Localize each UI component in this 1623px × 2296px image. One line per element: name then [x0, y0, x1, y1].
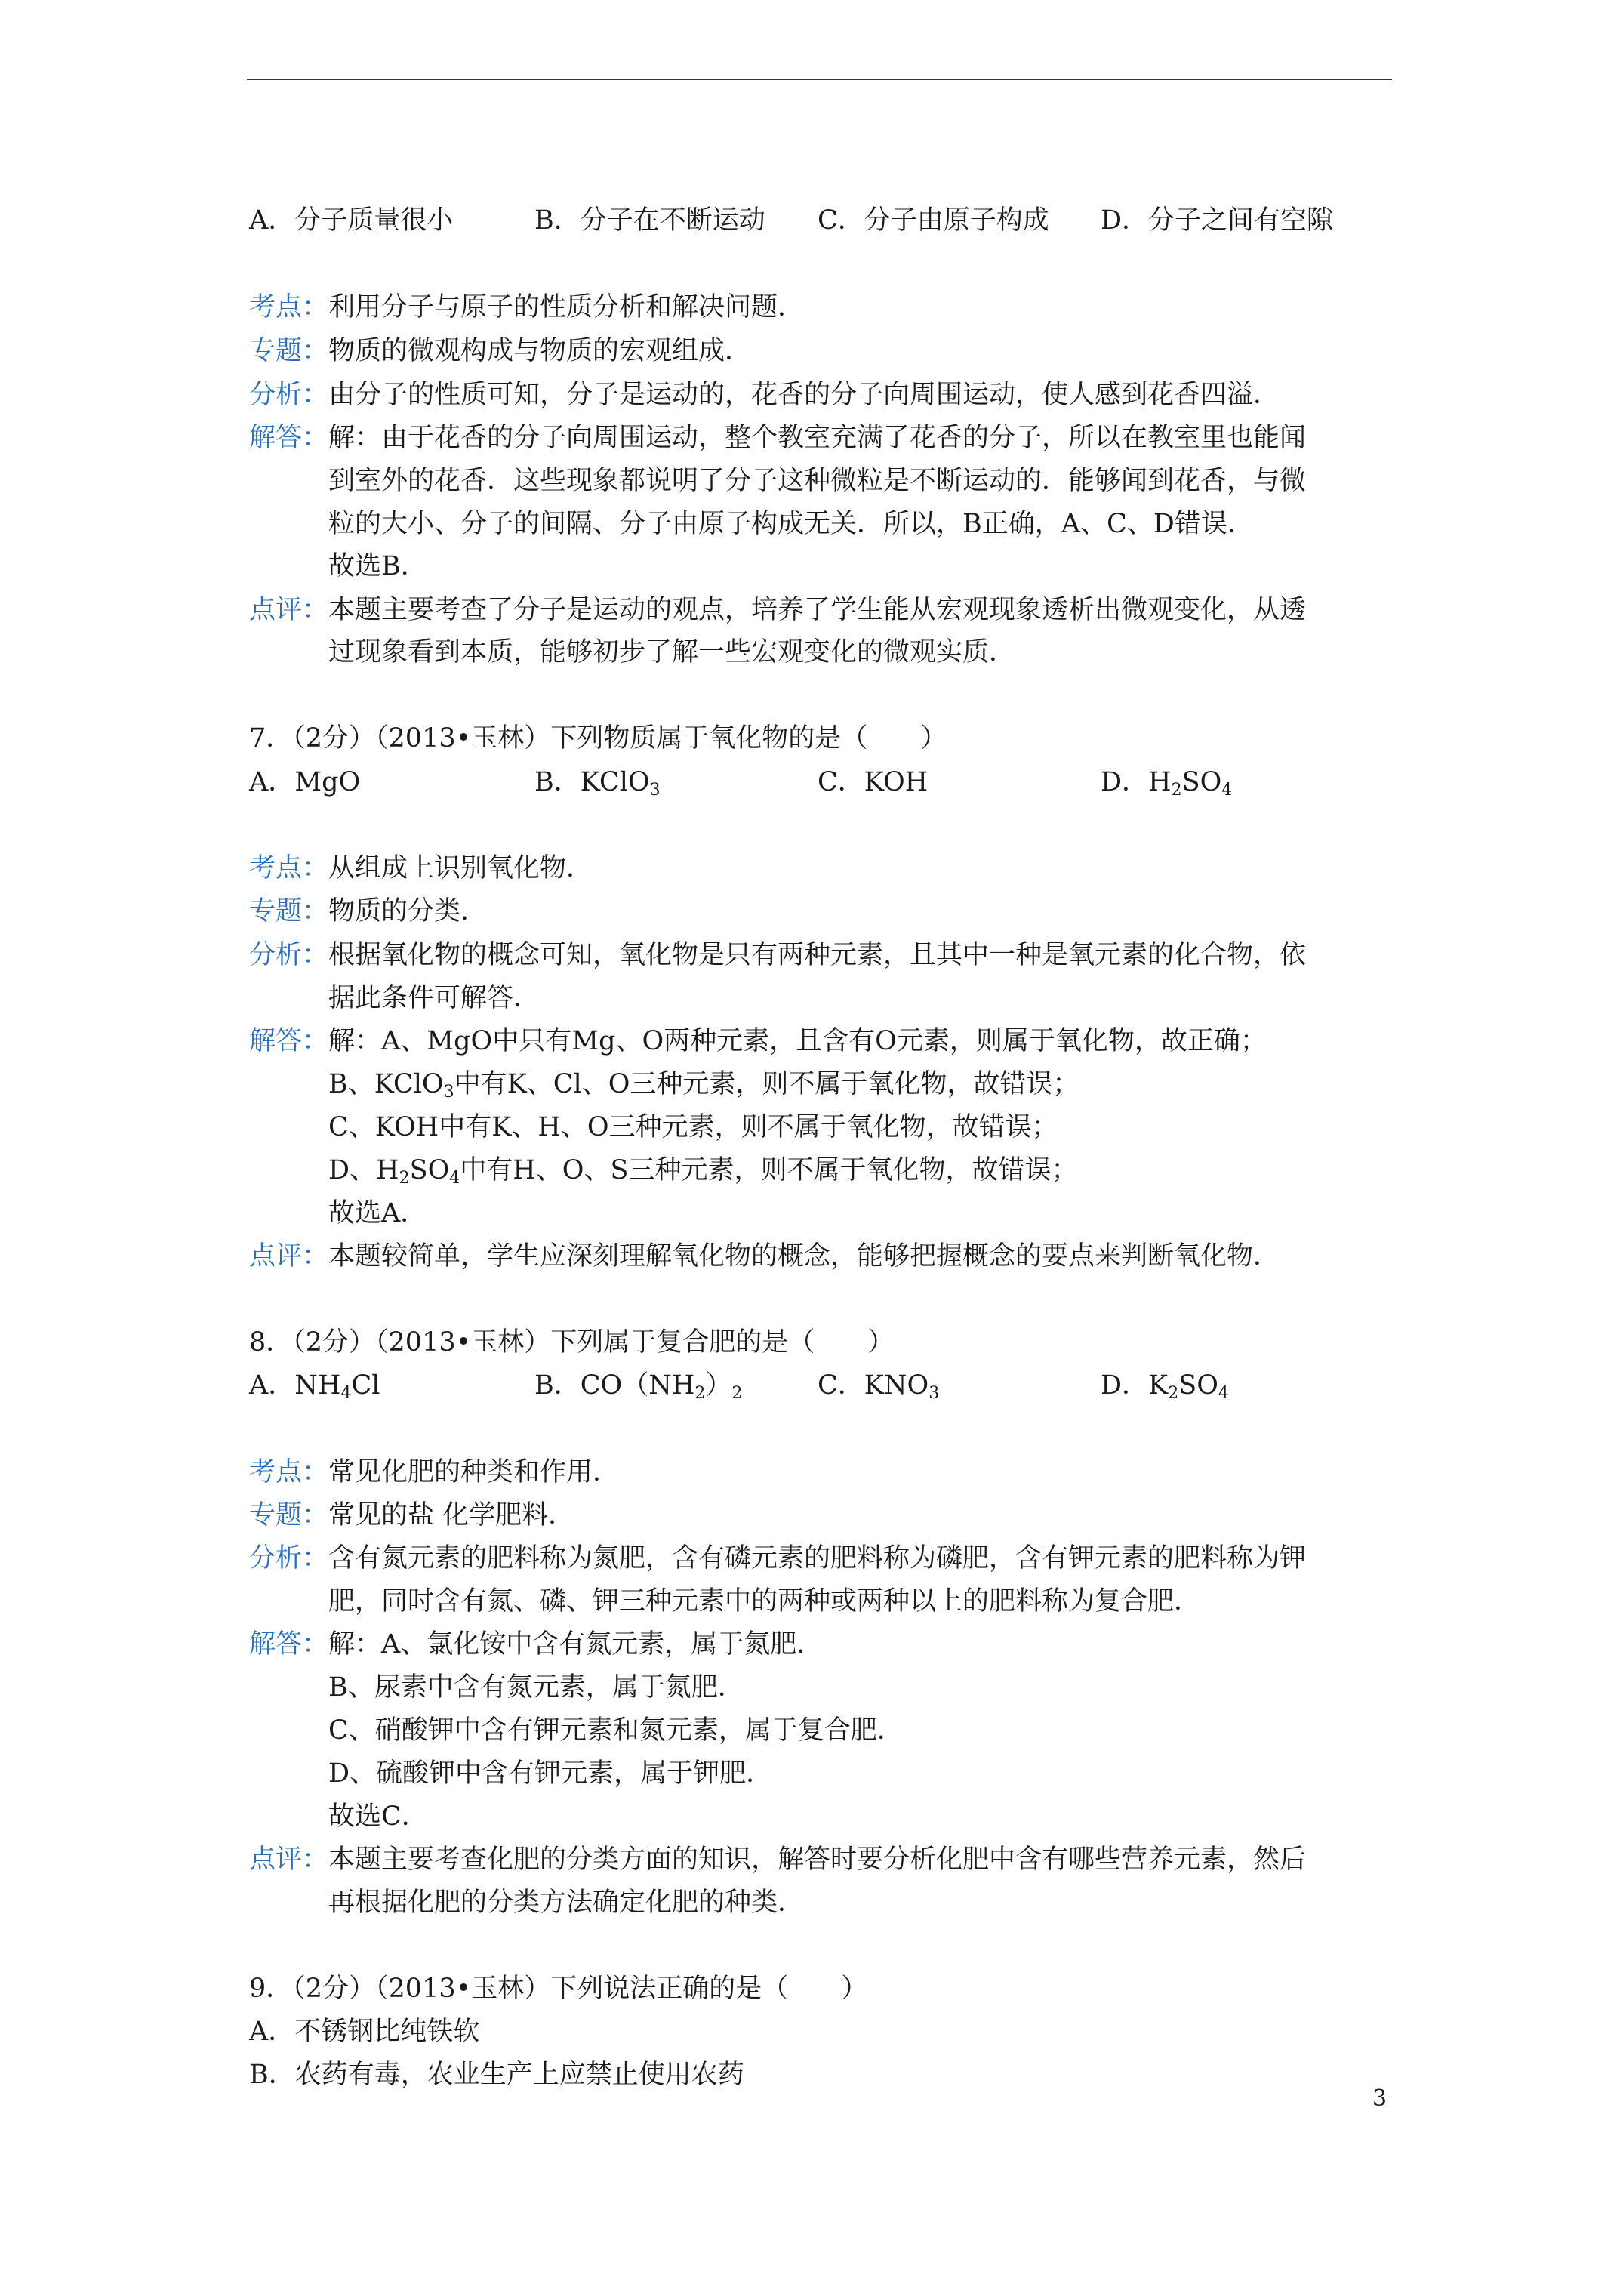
q8-fenxi-line: 含有氮元素的肥料称为氮肥，含有磷元素的肥料称为磷肥，含有钾元素的肥料称为钾 [328, 1543, 1307, 1573]
q7-option-c: C．KOH [818, 767, 929, 797]
q8-kaodian-text: 常见化肥的种类和作用． [328, 1457, 620, 1487]
q7-zhuanti [249, 890, 487, 932]
q6-jieda-line: 解：由于花香的分子向周围运动，整个教室充满了花香的分子，所以在教室里也能闻 [328, 423, 1307, 453]
q6-kaodian-text: 利用分子与原子的性质分析和解决问题． [328, 292, 805, 322]
q6-zhuanti-text: 物质的微观构成与物质的宏观组成． [328, 336, 752, 366]
q8-jieda-line: 故选C． [328, 1801, 428, 1832]
q8-dianping-line: 本题主要考查化肥的分类方面的知识，解答时要分析化肥中含有哪些营养元素，然后 [328, 1845, 1307, 1875]
q7-fenxi [249, 934, 1306, 976]
q7-jieda-label: 解答： [249, 1026, 329, 1056]
q8-fenxi-label: 分析： [249, 1543, 329, 1573]
q7-jieda-line: D、$H_2SO_4$中有H、O、S三种元素，则不属于氧化物，故错误； [328, 1155, 1078, 1188]
q8-jieda-line: B、尿素中含有氮元素，属于氮肥． [328, 1672, 744, 1703]
q6-fenxi-label: 分析： [249, 380, 329, 410]
q7-jieda-line: B、KClO$_3$中有K、Cl、O三种元素，则不属于氧化物，故错误； [328, 1069, 1079, 1102]
q7-fenxi-line: 根据氧化物的概念可知，氧化物是只有两种元素，且其中一种是氧元素的化合物，依 [328, 940, 1307, 970]
q7-fenxi-label: 分析： [249, 940, 329, 970]
page-number: 3 [1372, 2085, 1387, 2112]
q9-option-b: B．农药有毒，农业生产上应禁止使用农药 [249, 2060, 744, 2090]
q6-jieda-label: 解答： [249, 423, 329, 453]
q6-option-a: A．分子质量很小 [249, 205, 454, 236]
q6-dianping-line: 本题主要考查了分子是运动的观点，培养了学生能从宏观现象透析出微观变化，从透 [328, 595, 1307, 625]
q7-dianping-text: 本题较简单，学生应深刻理解氧化物的概念，能够把握概念的要点来判断氧化物． [328, 1241, 1280, 1271]
q8-option-b: B．$CO(NH_2)_2$ [534, 1370, 743, 1403]
q7-jieda-line: C、KOH中有K、H、O三种元素，则不属于氧化物，故错误； [328, 1112, 1058, 1142]
q7-zhuanti-text: 物质的分类． [328, 896, 488, 926]
q7-kaodian-label: 考点： [249, 853, 329, 883]
q7-dianping-label: 点评： [249, 1241, 329, 1271]
q8-dianping [249, 1838, 1306, 1881]
q6-fenxi-text: 由分子的性质可知，分子是运动的，花香的分子向周围运动，使人感到花香四溢． [328, 380, 1280, 410]
q6-option-b: B．分子在不断运动 [534, 205, 765, 236]
q6-option-c: C．分子由原子构成 [818, 205, 1049, 236]
q8-fenxi [249, 1537, 1306, 1579]
q7-jieda-line: 故选A． [328, 1198, 427, 1228]
q6-jieda-line: 故选B． [328, 551, 427, 581]
q6-kaodian [249, 286, 804, 328]
q8-dianping-label: 点评： [249, 1845, 329, 1875]
q8-dianping-line: 再根据化肥的分类方法确定化肥的种类． [328, 1888, 805, 1918]
q7-jieda-line: 解：A、MgO中只有Mg、O两种元素，且含有O元素，则属于氧化物，故正确； [328, 1026, 1267, 1056]
q6-kaodian-label: 考点： [249, 292, 329, 322]
q6-option-d: D．分子之间有空隙 [1101, 205, 1334, 236]
q7-jieda [249, 1020, 1267, 1062]
q8-jieda-line: 解：A、氯化铵中含有氮元素，属于氮肥． [328, 1629, 824, 1660]
q8-kaodian [249, 1451, 619, 1493]
q8-option-d: D．$K_2SO_4$ [1101, 1370, 1229, 1403]
q8-stem: 8．（2分）（2013•玉林）下列属于复合肥的是（ ） [249, 1327, 895, 1358]
q8-jieda-label: 解答： [249, 1629, 329, 1660]
q9-stem: 9．（2分）（2013•玉林）下列说法正确的是（ ） [249, 1974, 868, 2004]
q7-fenxi-line: 据此条件可解答． [328, 983, 540, 1013]
q6-zhuanti-label: 专题： [249, 336, 329, 366]
q8-jieda-line: D、硫酸钾中含有钾元素，属于钾肥． [328, 1758, 773, 1789]
q6-jieda [249, 417, 1306, 459]
q7-option-b: B．KClO$_3$ [534, 767, 661, 800]
q6-dianping-label: 点评： [249, 595, 329, 625]
q8-fenxi-line: 肥，同时含有氮、磷、钾三种元素中的两种或两种以上的肥料称为复合肥． [328, 1586, 1201, 1616]
q9-option-a: A．不锈钢比纯铁软 [249, 2017, 480, 2047]
q8-zhuanti-label: 专题： [249, 1500, 329, 1530]
q7-kaodian-text: 从组成上识别氧化物． [328, 853, 593, 883]
q7-option-d: D．$H_2SO_4$ [1101, 767, 1233, 800]
q6-zhuanti [249, 330, 751, 372]
q8-kaodian-label: 考点： [249, 1457, 329, 1487]
q6-fenxi [249, 374, 1280, 416]
header-rule [247, 79, 1392, 80]
q7-option-a: A．MgO [249, 767, 361, 797]
q7-zhuanti-label: 专题： [249, 896, 329, 926]
q8-option-a: A．$NH_4Cl$ [249, 1370, 380, 1403]
q6-jieda-line: 到室外的花香．这些现象都说明了分子这种微粒是不断运动的．能够闻到花香，与微 [328, 466, 1307, 496]
q8-zhuanti-text: 常见的盐 化学肥料． [328, 1500, 575, 1530]
q7-stem: 7．（2分）（2013•玉林）下列物质属于氧化物的是（ ） [249, 723, 947, 754]
q8-jieda [249, 1623, 823, 1666]
q7-dianping [249, 1235, 1280, 1277]
q6-dianping [249, 589, 1306, 631]
q6-dianping-line: 过现象看到本质，能够初步了解一些宏观变化的微观实质． [328, 637, 1016, 667]
q8-jieda-line: C、硝酸钾中含有钾元素和氮元素，属于复合肥． [328, 1715, 904, 1746]
q8-option-c: C．$KNO_3$ [818, 1370, 940, 1403]
q8-zhuanti [249, 1494, 574, 1536]
q6-jieda-line: 粒的大小、分子的间隔、分子由原子构成无关．所以，B正确，A、C、D错误． [328, 509, 1254, 539]
q7-kaodian [249, 847, 593, 889]
